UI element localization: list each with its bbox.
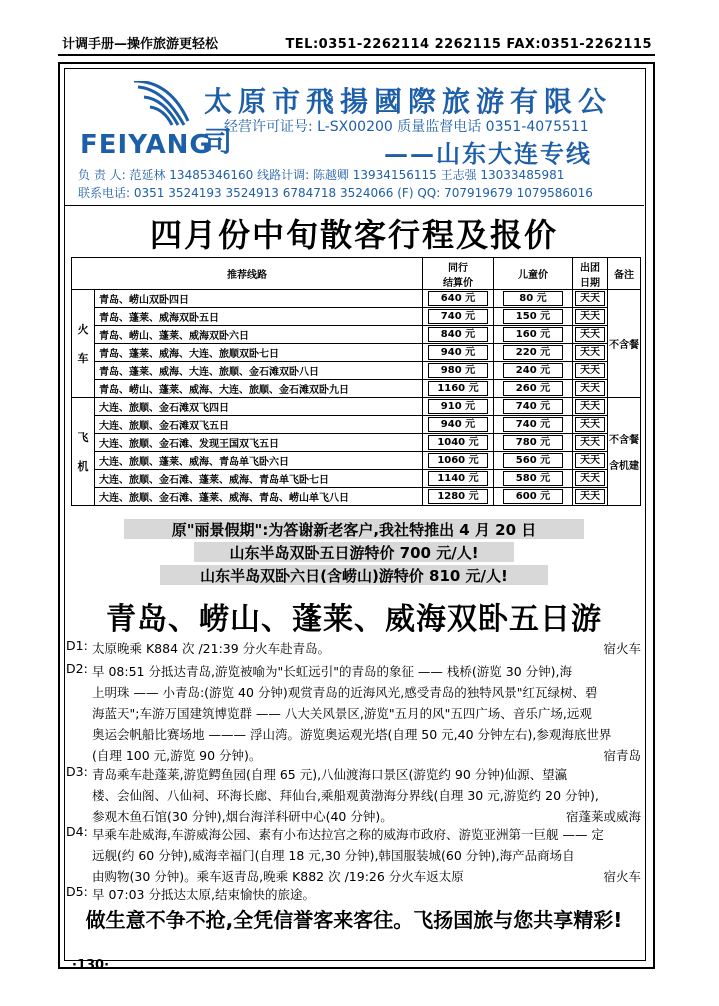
price-cell: 1280 元 [422,488,493,506]
price-cell: 640 元 [422,290,493,308]
day-2: 早 08:51 分抵达青岛,游览被喻为"长虹远引"的青岛的象征 —— 栈桥(游览 30 分钟),海 上明珠 —— 小青岛:(游览 40 分钟)观赏青岛的近海风光,感受青岛的独特风景"红瓦绿树、碧 海蓝天";车游万国建筑博览群 —— 八大关风景区,游览"五月的风"五四广场、音乐广场,远观 奥运会帆船比赛场地 ——— 浮山湾。游览奥运观光塔(自理 50 元,40 分钟左右),参观海底世界 (自理 100 元,游览 90 分钟)。 宿青岛 [92,664,641,763]
day-label: D1: [66,638,88,653]
child-cell: 150 元 [493,308,572,326]
top-bar [62,32,652,52]
child-cell: 580 元 [493,470,572,488]
day-5: 早 07:03 分抵达太原,结束愉快的旅途。 [92,887,315,902]
page-title: 四月份中旬散客行程及报价 [149,216,558,254]
train-note: 不含餐 [607,290,640,398]
route-cell: 大连、旅顺、金石滩、蓬莱、威海、青岛单飞卧七日 [95,470,423,488]
contact-phones: 联系电话: 0351 3524193 3524913 6784718 3524066 (F) QQ: 707919679 1079586016 [78,186,593,200]
table-row [72,398,641,416]
route-cell: 大连、旅顺、金石滩双飞五日 [95,416,423,434]
day-label: D5: [66,884,88,899]
child-cell: 560 元 [493,452,572,470]
child-cell: 80 元 [493,290,572,308]
table-row [72,452,641,470]
route-cell: 大连、旅顺、蓬莱、威海、青岛单飞卧六日 [95,452,423,470]
day-1: 太原晚乘 K884 次 /21:39 分火车赴青岛。 宿火车 [92,641,641,656]
route-cell: 青岛、崂山双卧四日 [95,290,423,308]
plane-note: 不含餐 含机建 [607,398,640,506]
date-cell: 天天 [572,326,607,344]
date-cell: 天天 [572,488,607,506]
child-cell: 740 元 [493,398,572,416]
route-cell: 大连、旅顺、金石滩、蓬莱、威海、青岛、崂山单飞八日 [95,488,423,506]
route-cell: 青岛、蓬莱、威海、大连、旅顺双卧七日 [95,344,423,362]
date-cell: 天天 [572,362,607,380]
header-note: 备注 [607,258,640,290]
table-row [72,380,641,398]
child-cell: 600 元 [493,488,572,506]
contact-numbers: TEL:0351-2262114 2262115 FAX:0351-2262115 [285,37,652,52]
table-row [72,326,641,344]
date-cell: 天天 [572,416,607,434]
child-cell: 240 元 [493,362,572,380]
tour-title: 青岛、崂山、蓬莱、威海双卧五日游 [106,602,602,637]
route-cell: 青岛、崂山、蓬莱、威海双卧六日 [95,326,423,344]
price-table [71,257,641,506]
child-cell: 220 元 [493,344,572,362]
day-label: D4: [66,824,88,839]
route-cell: 青岛、蓬莱、威海双卧五日 [95,308,423,326]
date-cell: 天天 [572,470,607,488]
day-label: D2: [66,661,88,676]
price-cell: 910 元 [422,398,493,416]
header-date: 出团 日期 [572,258,607,290]
price-cell: 1140 元 [422,470,493,488]
child-cell: 160 元 [493,326,572,344]
date-cell: 天天 [572,308,607,326]
promo-line-1: 原"丽景假期":为答谢新老客户,我社特推出 4 月 20 日 [124,519,584,539]
day-4: 早乘车赴威海,车游威海公园、素有小布达拉宫之称的威海市政府、游览亚洲第一巨舰 —— 定 远舰(约 60 分钟),威海幸福门(自理 18 元,30 分钟),韩国服装城(60 分钟),海产品商场自 由购物(30 分钟)。乘车返青岛,晚乘 K882 次 /19:26 分火车返太原 宿火车 [92,827,641,884]
route-cell: 大连、旅顺、金石滩、发现王国双飞五日 [95,434,423,452]
table-row [72,470,641,488]
day-3: 青岛乘车赴蓬莱,游览鳄鱼园(自理 65 元),八仙渡海口景区(游览约 90 分钟)仙源、望瀛 楼、会仙阁、八仙祠、环海长廊、拜仙台,乘船观黄渤海分界线(自理 30 元,游览约 20 分钟), 参观木鱼石馆(30 分钟),烟台海洋科研中心(40 分钟)。 宿蓬莱或威海 [92,767,641,824]
company-header [64,68,644,205]
table-row [72,362,641,380]
route-name: ——山东大连专线 [384,139,592,168]
page-number: ·130· [72,958,110,973]
header-price: 同行 结算价 [422,258,493,290]
header-child: 儿童价 [493,258,572,290]
price-cell: 940 元 [422,416,493,434]
price-cell: 940 元 [422,344,493,362]
table-row [72,416,641,434]
contact-people: 负 责 人: 范延林 13485346160 线路计调: 陈越卿 13934156115 王志强 13033485981 [78,168,565,182]
table-row [72,344,641,362]
date-cell: 天天 [572,434,607,452]
date-cell: 天天 [572,290,607,308]
tagline: 计调手册—操作旅游更轻松 [62,37,219,52]
price-cell: 1040 元 [422,434,493,452]
promo-line-3: 山东半岛双卧六日(含崂山)游特价 810 元/人! [160,565,548,585]
wing-logo-icon [134,81,190,131]
table-row [72,434,641,452]
promo-line-2: 山东半岛双卧五日游特价 700 元/人! [194,542,514,562]
price-cell: 1060 元 [422,452,493,470]
price-cell: 740 元 [422,308,493,326]
date-cell: 天天 [572,452,607,470]
day-label: D3: [66,764,88,779]
table-row [72,308,641,326]
route-cell: 大连、旅顺、金石滩双飞四日 [95,398,423,416]
slogan: 做生意不争不抢,全凭信誉客来客往。飞扬国旅与您共享精彩! [85,908,623,932]
date-cell: 天天 [572,344,607,362]
license-info: 经营许可证号: L-SX00200 质量监督电话 0351-4075511 [224,119,589,135]
route-cell: 青岛、蓬莱、威海、大连、旅顺、金石滩双卧八日 [95,362,423,380]
child-cell: 740 元 [493,416,572,434]
price-cell: 1160 元 [422,380,493,398]
plane-category: 飞 机 [72,398,95,506]
table-header-row [72,258,641,290]
child-cell: 780 元 [493,434,572,452]
header-route: 推荐线路 [72,258,423,290]
price-cell: 980 元 [422,362,493,380]
table-row [72,290,641,308]
route-cell: 青岛、崂山、蓬莱、威海、大连、旅顺、金石滩双卧九日 [95,380,423,398]
child-cell: 260 元 [493,380,572,398]
company-name: 太原市飛揚國際旅游有限公司 [204,85,613,158]
train-category: 火 车 [72,290,95,398]
table-row [72,488,641,506]
date-cell: 天天 [572,398,607,416]
price-cell: 840 元 [422,326,493,344]
top-rule [58,54,655,56]
header-divider [64,205,644,206]
logo-text: FEIYANG [80,130,212,160]
date-cell: 天天 [572,380,607,398]
